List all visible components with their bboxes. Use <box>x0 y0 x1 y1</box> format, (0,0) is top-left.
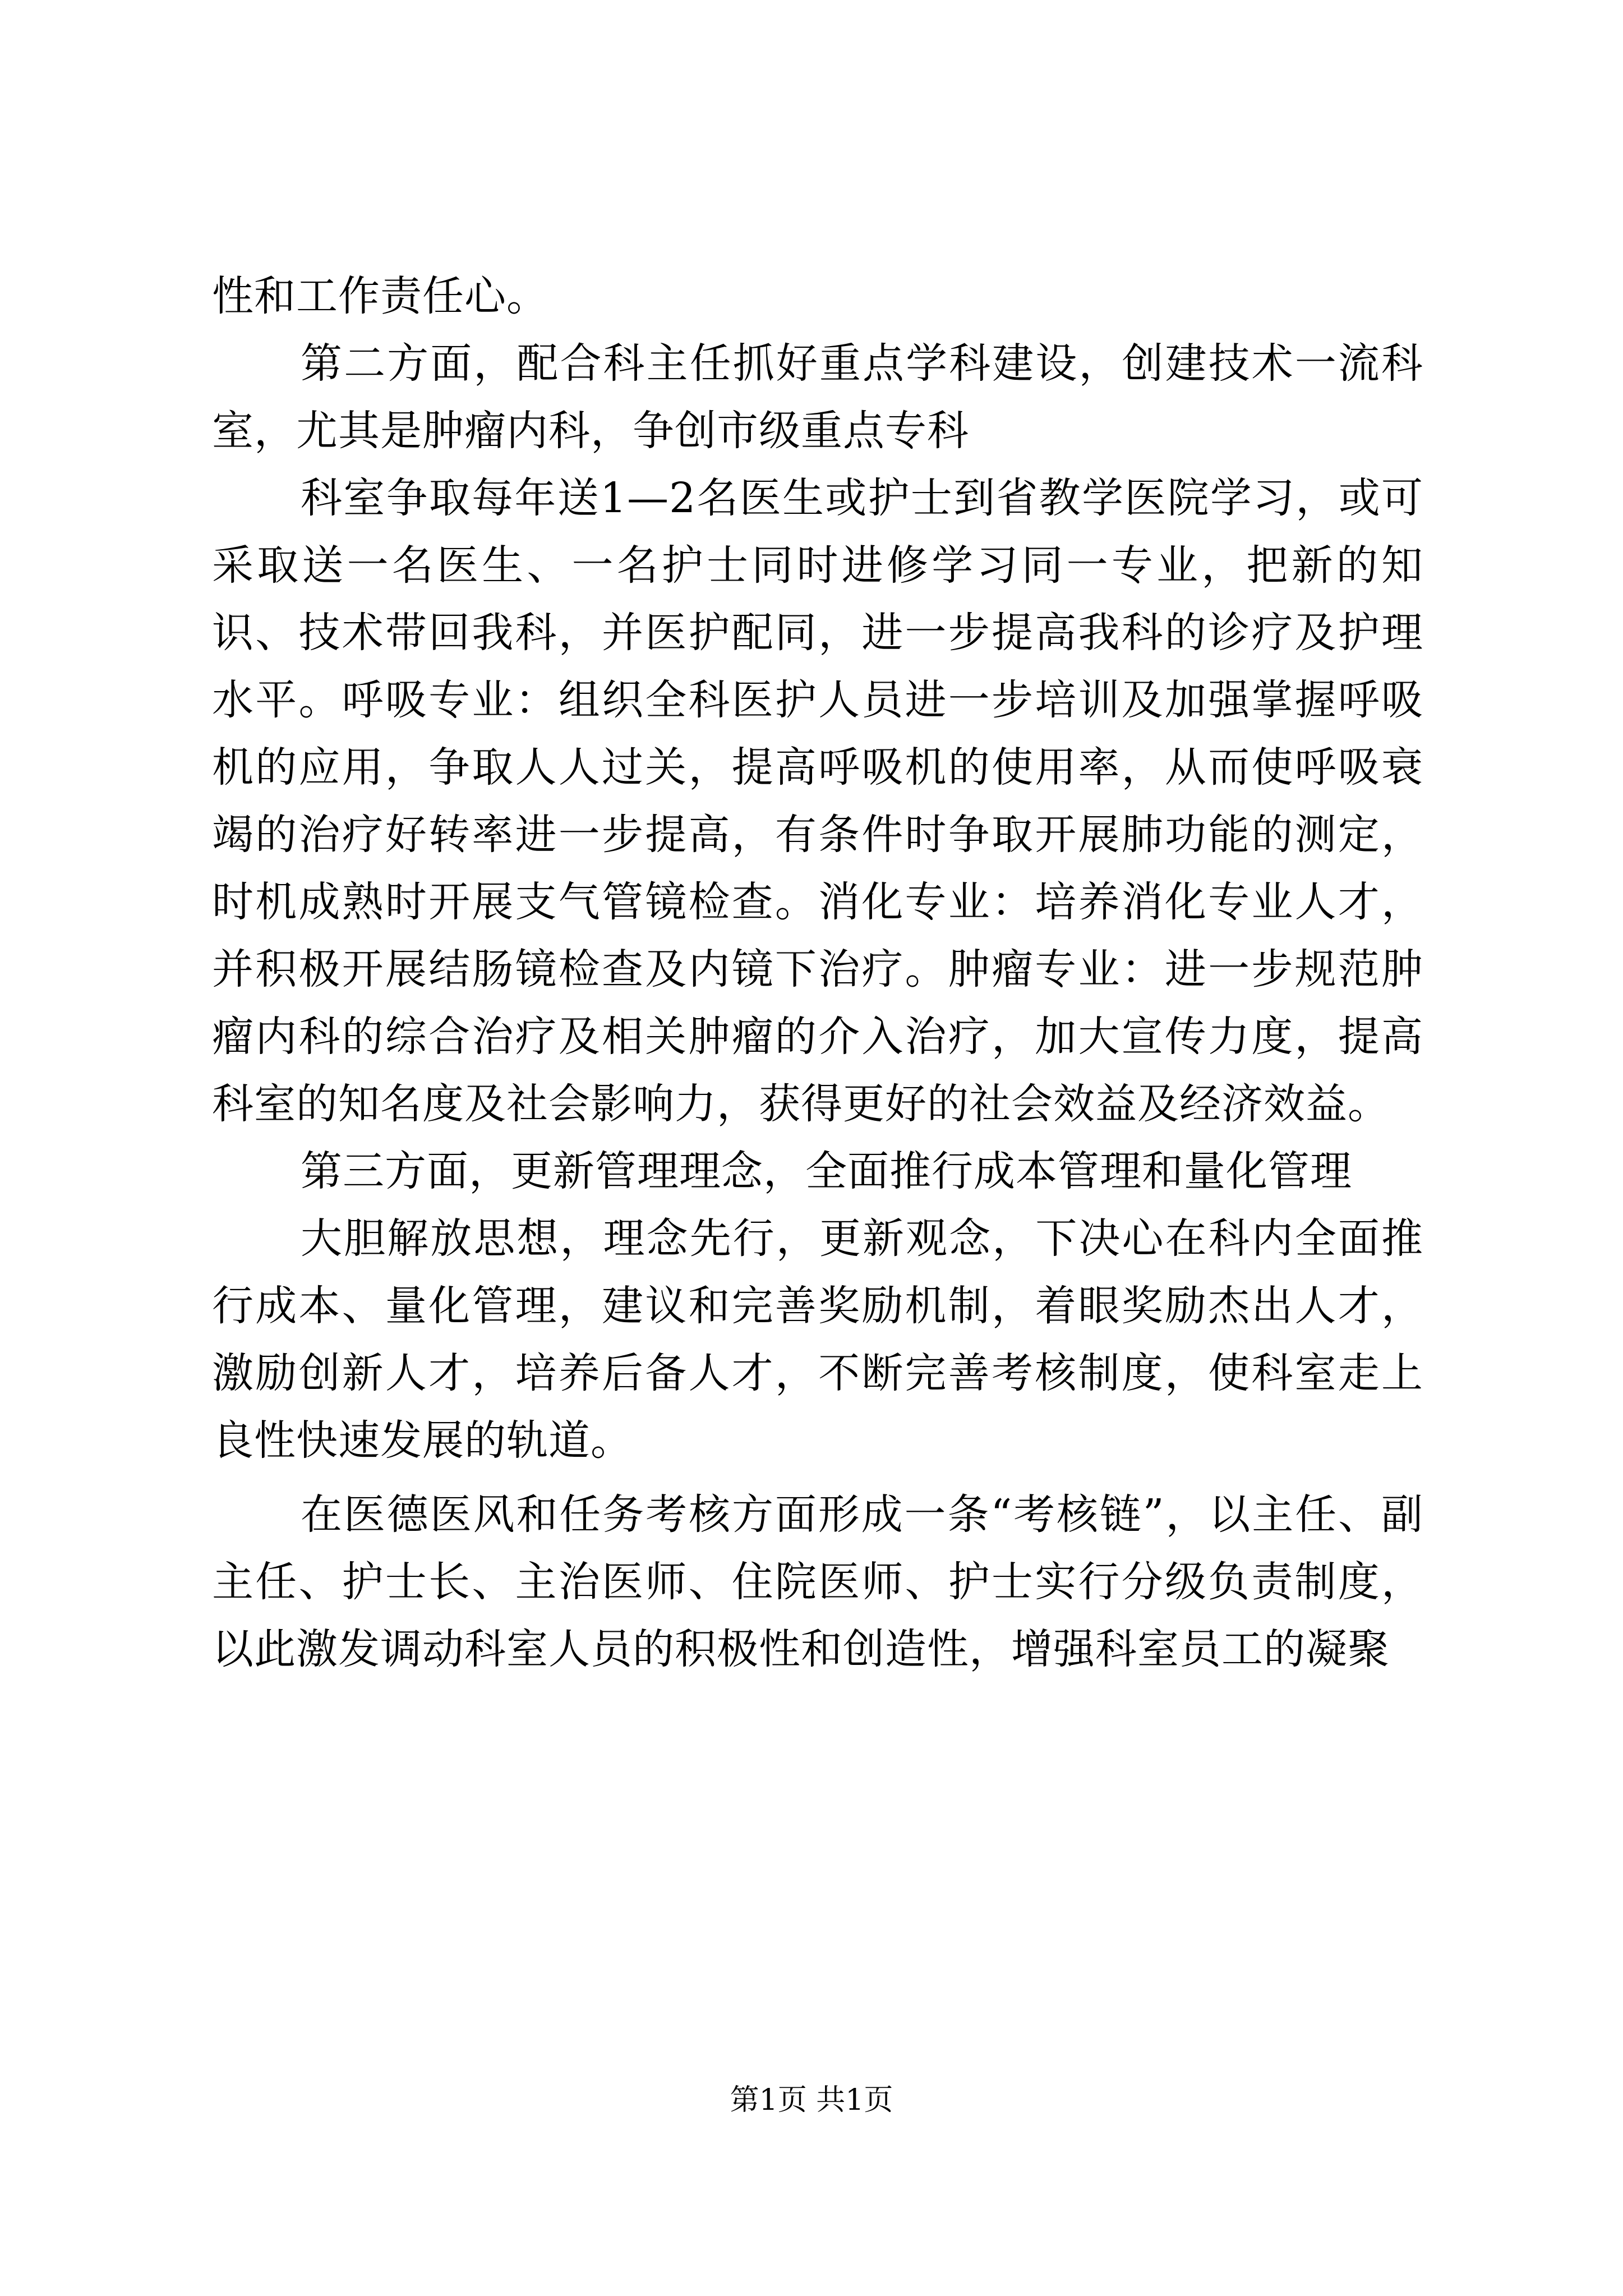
section-heading-second-aspect: 第二方面，配合科主任抓好重点学科建设，创建技术一流科室，尤其是肿瘤内科，争创市级重点专科 <box>212 339 1423 455</box>
paragraph-management-reform: 大胆解放思想，理念先行，更新观念，下决心在科内全面推行成本、量化管理，建议和完善奖励机制，着眼奖励杰出人才，激励创新人才，培养后备人才，不断完善考核制度，使科室走上良性快速发展的轨道。 <box>212 1214 1423 1465</box>
page-number-label: 第1页 共1页 <box>730 2083 893 2117</box>
paragraph-training-plan: 科室争取每年送1—2名医生或护士到省教学医院学习，或可采取送一名医生、一名护士同时进修学习同一专业，把新的知识、技术带回我科，并医护配同，进一步提高我科的诊疗及护理水平。呼吸专业：组织全科医护人员进一步培训及加强掌握呼吸机的应用，争取人人过关，提高呼吸机的使用率，从而使呼吸衰竭的治疗好转率进一步提高，有条件时争取开展肺功能的测定，时机成熟时开展支气管镜检查。消化专业：培养消化专业人才，并积极开展结肠镜检查及内镜下治疗。肿瘤专业：进一步规范肿瘤内科的综合治疗及相关肿瘤的介入治疗，加大宣传力度，提高科室的知名度及社会影响力，获得更好的社会效益及经济效益。 <box>212 474 1423 1128</box>
document-body <box>212 263 1423 1683</box>
paragraph-continuation: 性和工作责任心。 <box>212 272 548 320</box>
page-footer <box>0 2082 1623 2118</box>
paragraph-assessment-chain: 在医德医风和任务考核方面形成一条“考核链”，以主任、副主任、护士长、主治医师、住院医师、护士实行分级负责制度，以此激发调动科室人员的积极性和创造性，增强科室员工的凝聚 <box>212 1490 1423 1673</box>
section-heading-third-aspect: 第三方面，更新管理理念，全面推行成本管理和量化管理 <box>301 1147 1352 1195</box>
